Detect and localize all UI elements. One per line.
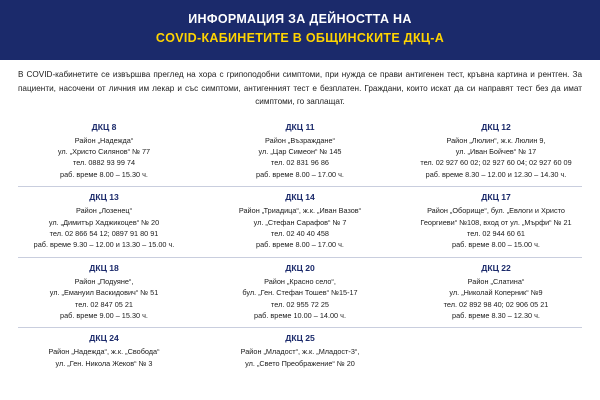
clinic-card [398, 258, 594, 328]
clinic-card [202, 328, 398, 375]
clinic-phone: тел. 02 927 60 02; 02 927 60 04; 02 927 60 09 [420, 158, 572, 168]
clinic-card [6, 117, 202, 187]
clinic-hours: раб. време 8.00 – 17.00 ч. [256, 240, 344, 250]
clinic-card [398, 187, 594, 257]
clinic-address: ул. „Емануил Васкидович“ № 51 [49, 288, 159, 298]
clinics-row [6, 187, 594, 257]
intro-paragraph: В COVID-кабинетите се извършва преглед на хора с грипоподобни симптоми, при нужда се прави антигенен тест, кръвна картина и рентген. За пациенти, насочени от личния им лекар и със симптоми, антигенният тест е безплатен. Граждани, които искат да си направят тест без да имат симптоми, го заплащат. [18, 70, 582, 106]
clinic-address: ул. „Иван Бойчев“ № 17 [455, 146, 537, 156]
header-title-line2: COVID-КАБИНЕТИТЕ В ОБЩИНСКИТЕ ДКЦ-А [155, 31, 445, 45]
clinic-title: ДКЦ 24 [89, 333, 119, 344]
clinic-district: Район „Оборище“, бул. „Евлоги и Христо [427, 206, 565, 216]
clinics-row [6, 328, 594, 375]
clinic-title: ДКЦ 25 [285, 333, 315, 344]
clinic-title: ДКЦ 22 [481, 262, 511, 273]
clinic-address: ул. „Димитър Хаджикоцев“ № 20 [48, 217, 160, 227]
clinic-address: ул. „Ген. Никола Жеков“ № 3 [55, 358, 153, 368]
clinic-phone: тел. 02 40 40 458 [271, 228, 329, 238]
clinic-title: ДКЦ 14 [285, 192, 315, 203]
clinic-title: ДКЦ 18 [89, 262, 119, 273]
clinic-hours: раб. време 9.00 – 15.30 ч. [60, 310, 148, 320]
clinic-address: ул. „Христо Силянов“ № 77 [57, 146, 151, 156]
poster-header [0, 0, 600, 60]
clinic-card [202, 258, 398, 328]
intro-text-block [0, 60, 600, 115]
clinic-district: Район „Надежда“ [74, 135, 134, 145]
clinic-phone: тел. 02 892 98 40; 02 906 05 21 [443, 299, 549, 309]
clinic-district: Район „Младост“, ж.к. „Младост-3“, [240, 347, 360, 357]
clinic-hours: раб. време 8.00 – 17.00 ч. [256, 169, 344, 179]
clinic-address: ул. „Стефан Сарафов“ № 7 [253, 217, 347, 227]
clinics-row [6, 258, 594, 328]
clinic-district: Район „Красно село“, [264, 276, 336, 286]
clinic-card [202, 187, 398, 257]
clinic-address: ул. „Цар Симеон“ № 145 [258, 146, 342, 156]
clinic-phone: тел. 02 847 05 21 [75, 299, 133, 309]
clinic-card-empty [398, 328, 594, 375]
clinic-address: бул. „Ген. Стефан Тошев“ №15-17 [242, 288, 358, 298]
clinic-phone: тел. 02 831 96 86 [271, 158, 329, 168]
clinic-hours: раб. време 8.30 – 12.30 ч. [452, 310, 540, 320]
header-title-line1: ИНФОРМАЦИЯ ЗА ДЕЙНОСТТА НА [188, 12, 412, 26]
clinic-district: Район „Триадица“, ж.к. „Иван Вазов“ [238, 206, 362, 216]
clinic-phone: тел. 02 955 72 25 [271, 299, 329, 309]
clinic-address: ул. „Николай Коперник“ №9 [449, 288, 543, 298]
clinic-card [6, 258, 202, 328]
clinic-title: ДКЦ 8 [91, 121, 117, 132]
clinic-district: Район „Надежда“, ж.к. „Свобода“ [48, 347, 160, 357]
clinics-row [6, 117, 594, 187]
clinic-district: Район „Подуяне“, [74, 276, 134, 286]
clinic-hours: раб. време 9.30 – 12.00 и 13.30 – 15.00 ч. [33, 240, 175, 250]
clinic-hours: раб. време 8.00 – 15.30 ч. [60, 169, 148, 179]
clinic-address: ул. „Свето Преображение“ № 20 [245, 358, 355, 368]
clinic-hours: раб. време 10.00 – 14.00 ч. [254, 310, 346, 320]
clinic-address: Георгиеви“ №108, вход от ул. „Мърфи“ № 21 [420, 217, 572, 227]
clinic-title: ДКЦ 11 [285, 121, 315, 132]
clinic-card [202, 117, 398, 187]
clinic-phone: тел. 02 944 60 61 [467, 228, 525, 238]
clinic-title: ДКЦ 12 [481, 121, 511, 132]
clinics-grid [0, 115, 600, 376]
clinic-phone: тел. 02 866 54 12; 0897 91 80 91 [49, 228, 159, 238]
clinic-card [398, 117, 594, 187]
clinic-card [6, 328, 202, 375]
clinic-district: Район „Лозенец“ [75, 206, 133, 216]
clinic-hours: раб. време 8.30 – 12.00 и 12.30 – 14.30 ч. [425, 169, 567, 179]
clinic-phone: тел. 0882 93 99 74 [72, 158, 136, 168]
clinic-district: Район „Възраждане“ [265, 135, 335, 145]
clinic-title: ДКЦ 17 [481, 192, 511, 203]
clinic-card [6, 187, 202, 257]
clinic-district: Район „Слатина“ [467, 276, 525, 286]
clinic-title: ДКЦ 20 [285, 262, 315, 273]
clinic-hours: раб. време 8.00 – 15.00 ч. [452, 240, 540, 250]
clinic-district: Район „Люлин“, ж.к. Люлин 9, [446, 135, 546, 145]
clinic-title: ДКЦ 13 [89, 192, 119, 203]
